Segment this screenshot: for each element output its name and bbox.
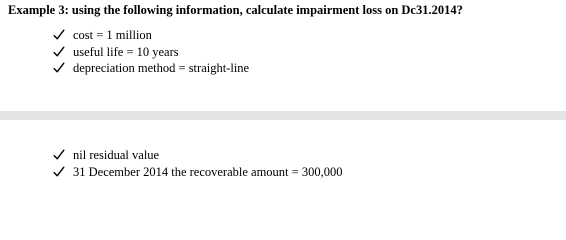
check-icon — [53, 164, 65, 180]
check-icon — [53, 44, 65, 60]
list-item-text: 31 December 2014 the recoverable amount = 300,000 — [73, 164, 343, 179]
list-item-text: nil residual value — [73, 148, 160, 162]
list-item-text: useful life = 10 years — [73, 44, 179, 59]
check-icon — [53, 147, 65, 163]
list-item-text: cost = 1 million — [73, 28, 152, 42]
slide-divider — [0, 111, 566, 120]
example-heading: Example 3: using the following information, calculate impairment loss on Dc31.2014? — [8, 3, 463, 17]
check-icon — [53, 27, 65, 43]
list-item-text: depreciation method = straight-line — [73, 61, 250, 75]
check-icon — [53, 60, 65, 76]
